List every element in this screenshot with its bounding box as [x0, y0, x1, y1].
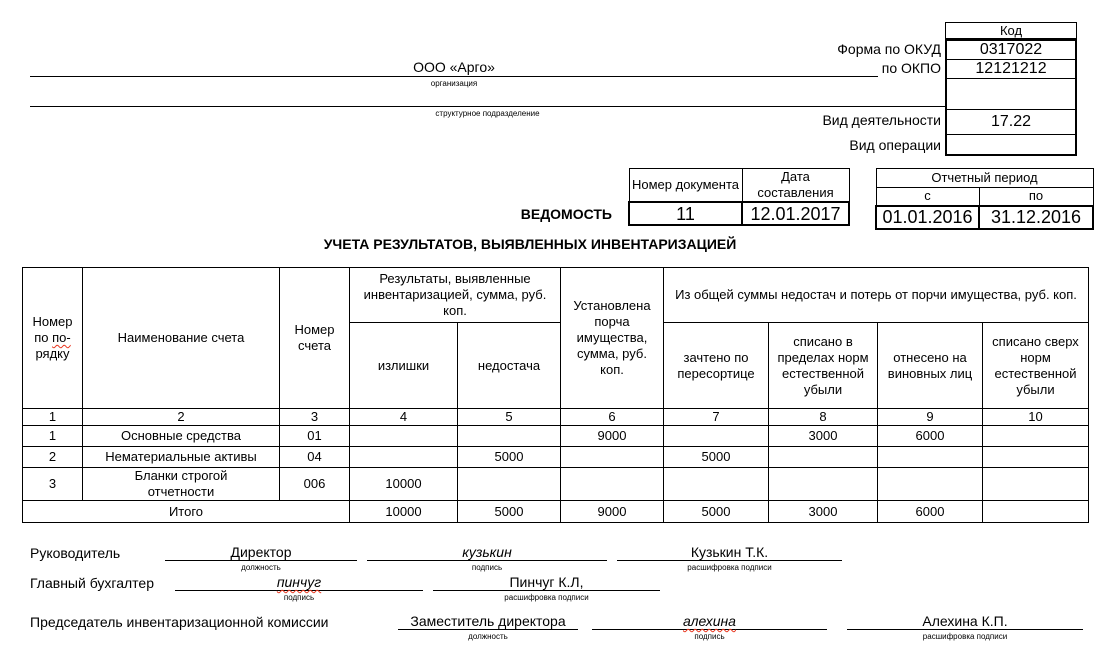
cell-offset[interactable]: 5000 [664, 447, 769, 468]
code-column-header: Код [945, 22, 1077, 39]
form-title-word: ВЕДОМОСТЬ [520, 206, 612, 222]
table-row [23, 426, 1089, 447]
col-number-7: 7 [664, 409, 769, 426]
operation-type-value[interactable] [947, 135, 1075, 154]
period-to-value[interactable]: 31.12.2016 [979, 206, 1093, 229]
operation-type-label: Вид операции [849, 137, 941, 153]
cell-damage[interactable]: 9000 [561, 426, 664, 447]
header-row-number-part1: Номер по [32, 314, 73, 345]
cell-damage[interactable] [561, 447, 664, 468]
chair-signature-unit [592, 613, 827, 641]
cell-account-name[interactable] [83, 468, 280, 501]
cell-row-number[interactable]: 3 [23, 468, 83, 501]
name-caption: расшифровка подписи [687, 563, 772, 572]
col-number-3: 3 [280, 409, 350, 426]
period-header: Отчетный период [876, 169, 1093, 188]
manager-role-label: Руководитель [30, 545, 121, 561]
header-surplus: излишки [350, 323, 458, 409]
period-from-value[interactable]: 01.01.2016 [876, 206, 979, 229]
manager-signature-unit [367, 544, 607, 572]
col-number-6: 6 [561, 409, 664, 426]
cell-account-name-text: Бланки строгой отчетности [134, 468, 228, 499]
signature-caption: подпись [471, 563, 503, 572]
cell-surplus[interactable] [350, 426, 458, 447]
header-row-number-wavy: по- [52, 330, 71, 345]
commission-chair-role-label: Председатель инвентаризационной комиссии [30, 614, 329, 630]
total-surplus[interactable]: 10000 [350, 501, 458, 523]
total-within-norms[interactable]: 3000 [769, 501, 878, 523]
cell-shortage[interactable] [458, 426, 561, 447]
period-from-label: с [876, 188, 979, 206]
structural-unit-caption: структурное подразделение [435, 109, 540, 118]
cell-within-norms[interactable] [769, 447, 878, 468]
activity-type-label: Вид деятельности [822, 112, 941, 128]
header-group-losses: Из общей суммы недостач и потерь от порчи имущества, руб. коп. [664, 268, 1089, 323]
header-group-results: Результаты, выявленные инвентаризацией, сумма, руб. коп. [350, 268, 561, 323]
structural-unit-line[interactable] [30, 89, 945, 107]
cell-over-norms[interactable] [983, 447, 1089, 468]
header-shortage: недостача [458, 323, 561, 409]
chair-position-value[interactable]: Заместитель директора [398, 613, 578, 630]
cell-account-name[interactable]: Нематериальные активы [83, 447, 280, 468]
cell-within-norms[interactable] [769, 468, 878, 501]
form-title-rest: УЧЕТА РЕЗУЛЬТАТОВ, ВЫЯВЛЕННЫХ ИНВЕНТАРИЗАЦИЕЙ [323, 236, 737, 252]
doc-number-header: Номер документа [629, 169, 742, 203]
cell-offset[interactable] [664, 468, 769, 501]
period-to-label: по [979, 188, 1093, 206]
col-number-10: 10 [983, 409, 1089, 426]
cell-account-number[interactable]: 006 [280, 468, 350, 501]
header-account-number: Номер счета [280, 268, 350, 409]
doc-number-value[interactable]: 11 [629, 202, 742, 225]
doc-date-value[interactable]: 12.01.2017 [742, 202, 849, 225]
total-over-norms[interactable] [983, 501, 1089, 523]
header-guilty: отнесено на виновных лиц [878, 323, 983, 409]
cell-over-norms[interactable] [983, 426, 1089, 447]
header-row-number [23, 268, 83, 409]
empty-code-cell[interactable] [947, 79, 1075, 110]
table-row [23, 447, 1089, 468]
cell-offset[interactable] [664, 426, 769, 447]
accountant-name-unit [433, 574, 660, 602]
accountant-signature-value[interactable]: пинчуг [175, 574, 423, 591]
manager-name-value[interactable]: Кузькин Т.К. [617, 544, 842, 561]
cell-over-norms[interactable] [983, 468, 1089, 501]
chair-signature-value[interactable]: алехина [592, 613, 827, 630]
cell-guilty[interactable] [878, 447, 983, 468]
header-damage: Установлена порча имущества, сумма, руб. коп. [561, 268, 664, 409]
inventory-results-table [22, 267, 1089, 523]
manager-position-unit [165, 544, 357, 572]
cell-account-number[interactable]: 04 [280, 447, 350, 468]
cell-surplus[interactable] [350, 447, 458, 468]
okpo-code-value[interactable]: 12121212 [947, 60, 1075, 79]
okpo-label: по ОКПО [881, 60, 941, 76]
chief-accountant-role-label: Главный бухгалтер [30, 575, 154, 591]
codes-box [945, 39, 1077, 156]
col-number-5: 5 [458, 409, 561, 426]
activity-type-value[interactable]: 17.22 [947, 110, 1075, 135]
header-account-name: Наименование счета [83, 268, 280, 409]
signature-caption: подпись [694, 632, 725, 641]
col-number-9: 9 [878, 409, 983, 426]
name-caption: расшифровка подписи [922, 632, 1008, 641]
position-caption: должность [241, 563, 281, 572]
manager-name-unit [617, 544, 842, 572]
header-offset: зачтено по пересортице [664, 323, 769, 409]
totals-label: Итого [23, 501, 350, 523]
totals-row [23, 501, 1089, 523]
accountant-signature-unit [175, 574, 423, 602]
header-within-norms: списано в пределах норм естественной убыли [769, 323, 878, 409]
col-number-4: 4 [350, 409, 458, 426]
cell-shortage[interactable] [458, 468, 561, 501]
total-guilty[interactable]: 6000 [878, 501, 983, 523]
manager-position-value[interactable]: Директор [165, 544, 357, 561]
manager-signature-value[interactable]: кузькин [367, 544, 607, 561]
cell-damage[interactable] [561, 468, 664, 501]
cell-guilty[interactable] [878, 468, 983, 501]
chair-name-value[interactable]: Алехина К.П. [847, 613, 1083, 630]
cell-shortage[interactable]: 5000 [458, 447, 561, 468]
document-number-box [628, 168, 850, 226]
form-okud-label: Форма по ОКУД [837, 41, 941, 57]
cell-row-number[interactable]: 2 [23, 447, 83, 468]
cell-account-name[interactable]: Основные средства [83, 426, 280, 447]
name-caption: расшифровка подписи [504, 593, 589, 602]
cell-row-number[interactable]: 1 [23, 426, 83, 447]
organization-caption: организация [430, 79, 478, 88]
doc-date-header: Дата составления [742, 169, 849, 203]
col-number-8: 8 [769, 409, 878, 426]
total-damage[interactable]: 9000 [561, 501, 664, 523]
position-caption: должность [468, 632, 508, 641]
col-number-2: 2 [83, 409, 280, 426]
chair-position-unit [398, 613, 578, 641]
col-number-1: 1 [23, 409, 83, 426]
cell-guilty[interactable]: 6000 [878, 426, 983, 447]
accountant-name-value[interactable]: Пинчуг К.Л, [433, 574, 660, 591]
header-row-number-part2: рядку [35, 346, 70, 361]
cell-within-norms[interactable]: 3000 [769, 426, 878, 447]
signature-caption: подпись [283, 593, 315, 602]
okud-code-value[interactable]: 0317022 [947, 41, 1075, 60]
header-over-norms: списано сверх норм естественной убыли [983, 323, 1089, 409]
table-row [23, 468, 1089, 501]
total-offset[interactable]: 5000 [664, 501, 769, 523]
cell-surplus[interactable]: 10000 [350, 468, 458, 501]
cell-account-number[interactable]: 01 [280, 426, 350, 447]
chair-name-unit [847, 613, 1083, 641]
organization-name[interactable]: ООО «Арго» [30, 59, 878, 77]
reporting-period-box [875, 168, 1094, 230]
total-shortage[interactable]: 5000 [458, 501, 561, 523]
column-numbers-row [23, 409, 1089, 426]
